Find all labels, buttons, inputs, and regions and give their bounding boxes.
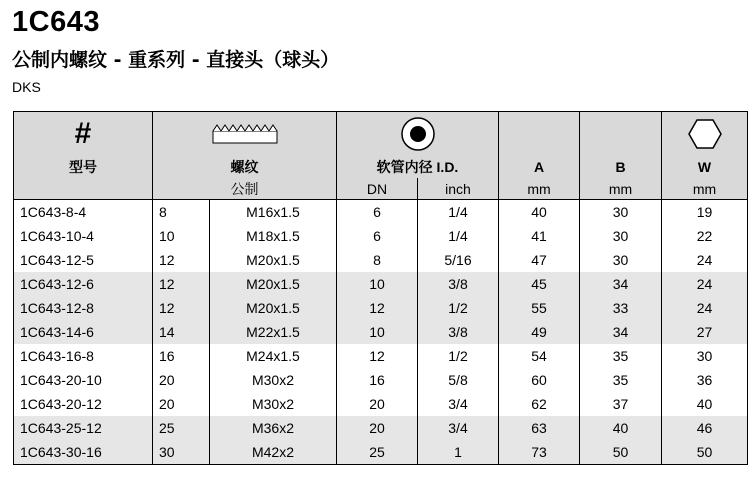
header-unit-row [14, 178, 748, 200]
w-cell: 24 [662, 272, 748, 296]
b-cell: 30 [580, 200, 662, 225]
b-cell: 30 [580, 248, 662, 272]
table-row [14, 272, 748, 296]
inch-cell: 1/4 [418, 200, 499, 225]
a-unit: mm [499, 178, 580, 200]
dn-cell: 6 [337, 224, 418, 248]
w-cell: 22 [662, 224, 748, 248]
w-unit: mm [662, 178, 748, 200]
spec-table [13, 111, 748, 465]
a-cell: 45 [499, 272, 580, 296]
dash-size-cell: 20 [153, 392, 210, 416]
a-header: A [499, 156, 580, 178]
inch-cell: 3/4 [418, 416, 499, 440]
w-cell: 36 [662, 368, 748, 392]
hose-id-header: 软管内径 I.D. [337, 156, 499, 178]
b-cell: 34 [580, 272, 662, 296]
b-cell: 30 [580, 224, 662, 248]
a-cell: 73 [499, 440, 580, 465]
thread-cell: M20x1.5 [210, 248, 337, 272]
thread-icon-cell [153, 112, 337, 157]
thread-cell: M42x2 [210, 440, 337, 465]
dash-size-cell: 12 [153, 248, 210, 272]
b-cell: 37 [580, 392, 662, 416]
model-cell: 1C643-16-8 [20, 348, 94, 364]
model-header: 型号 [14, 156, 153, 178]
table-row [14, 200, 748, 225]
thread-sub-header: 公制 [153, 178, 337, 200]
inch-header: inch [418, 178, 499, 200]
thread-icon [211, 123, 279, 145]
inch-cell: 5/8 [418, 368, 499, 392]
model-cell: 1C643-10-4 [20, 228, 94, 244]
table-row [14, 440, 748, 465]
inch-cell: 1/4 [418, 224, 499, 248]
table-row [14, 320, 748, 344]
dash-size-cell: 12 [153, 296, 210, 320]
model-cell: 1C643-8-4 [20, 204, 87, 220]
thread-cell: M16x1.5 [210, 200, 337, 225]
dn-cell: 10 [337, 272, 418, 296]
dn-cell: 8 [337, 248, 418, 272]
header-icon-row [14, 112, 748, 157]
dn-cell: 6 [337, 200, 418, 225]
w-cell: 24 [662, 248, 748, 272]
header-label-row [14, 156, 748, 178]
product-code-title: 1C643 [12, 6, 100, 38]
b-unit: mm [580, 178, 662, 200]
dn-cell: 25 [337, 440, 418, 465]
table-row [14, 368, 748, 392]
a-cell: 47 [499, 248, 580, 272]
inch-cell: 1/2 [418, 344, 499, 368]
w-header: W [662, 156, 748, 178]
b-cell: 35 [580, 344, 662, 368]
a-cell: 40 [499, 200, 580, 225]
inch-cell: 5/16 [418, 248, 499, 272]
product-description: 公制内螺纹 - 重系列 - 直接头（球头） [12, 49, 340, 71]
w-cell: 24 [662, 296, 748, 320]
hexagon-icon [688, 118, 722, 150]
inch-cell: 1 [418, 440, 499, 465]
model-cell: 1C643-14-6 [14, 320, 153, 344]
model-cell: 1C643-20-10 [20, 372, 102, 388]
b-cell: 50 [580, 440, 662, 465]
brand-label: DKS [12, 79, 41, 95]
hash-header [14, 112, 153, 157]
hash-symbol: # [74, 117, 92, 150]
dn-cell: 10 [337, 320, 418, 344]
hose-bore-icon [400, 116, 436, 152]
table-row [14, 416, 748, 440]
w-cell: 27 [662, 320, 748, 344]
w-cell: 40 [662, 392, 748, 416]
b-cell: 34 [580, 320, 662, 344]
hex-icon-cell [662, 112, 748, 157]
thread-cell: M20x1.5 [210, 272, 337, 296]
thread-cell: M22x1.5 [210, 320, 337, 344]
table-row [14, 296, 748, 320]
thread-header: 螺纹 [153, 156, 337, 178]
dash-size-cell: 14 [153, 320, 210, 344]
model-cell: 1C643-12-6 [14, 272, 153, 296]
inch-cell: 3/8 [418, 320, 499, 344]
w-cell: 30 [662, 344, 748, 368]
inch-cell: 3/8 [418, 272, 499, 296]
dash-size-cell: 16 [153, 344, 210, 368]
thread-cell: M30x2 [210, 392, 337, 416]
a-cell: 54 [499, 344, 580, 368]
model-cell: 1C643-25-12 [14, 416, 153, 440]
dn-cell: 12 [337, 296, 418, 320]
thread-cell: M24x1.5 [210, 344, 337, 368]
a-cell: 62 [499, 392, 580, 416]
inch-cell: 3/4 [418, 392, 499, 416]
a-cell: 63 [499, 416, 580, 440]
table-row [14, 248, 748, 272]
w-cell: 46 [662, 416, 748, 440]
table-row [14, 224, 748, 248]
a-cell: 41 [499, 224, 580, 248]
thread-cell: M30x2 [210, 368, 337, 392]
model-cell: 1C643-12-5 [20, 252, 94, 268]
dash-size-cell: 25 [153, 416, 210, 440]
dash-size-cell: 20 [153, 368, 210, 392]
table-row [14, 392, 748, 416]
dash-size-cell: 30 [153, 440, 210, 465]
table-row [14, 344, 748, 368]
a-cell: 55 [499, 296, 580, 320]
b-cell: 40 [580, 416, 662, 440]
model-cell: 1C643-12-8 [14, 296, 153, 320]
model-cell: 1C643-30-16 [14, 440, 153, 465]
inch-cell: 1/2 [418, 296, 499, 320]
hose-icon-cell [337, 112, 499, 157]
thread-cell: M36x2 [210, 416, 337, 440]
w-cell: 50 [662, 440, 748, 465]
dn-cell: 12 [337, 344, 418, 368]
dash-size-cell: 12 [153, 272, 210, 296]
model-cell: 1C643-20-12 [20, 396, 102, 412]
w-cell: 19 [662, 200, 748, 225]
thread-cell: M18x1.5 [210, 224, 337, 248]
b-cell: 33 [580, 296, 662, 320]
dn-cell: 16 [337, 368, 418, 392]
dash-size-cell: 8 [153, 200, 210, 225]
dn-cell: 20 [337, 392, 418, 416]
dash-size-cell: 10 [153, 224, 210, 248]
b-cell: 35 [580, 368, 662, 392]
dn-cell: 20 [337, 416, 418, 440]
dn-header: DN [337, 178, 418, 200]
thread-cell: M20x1.5 [210, 296, 337, 320]
b-header: B [580, 156, 662, 178]
a-cell: 49 [499, 320, 580, 344]
a-cell: 60 [499, 368, 580, 392]
